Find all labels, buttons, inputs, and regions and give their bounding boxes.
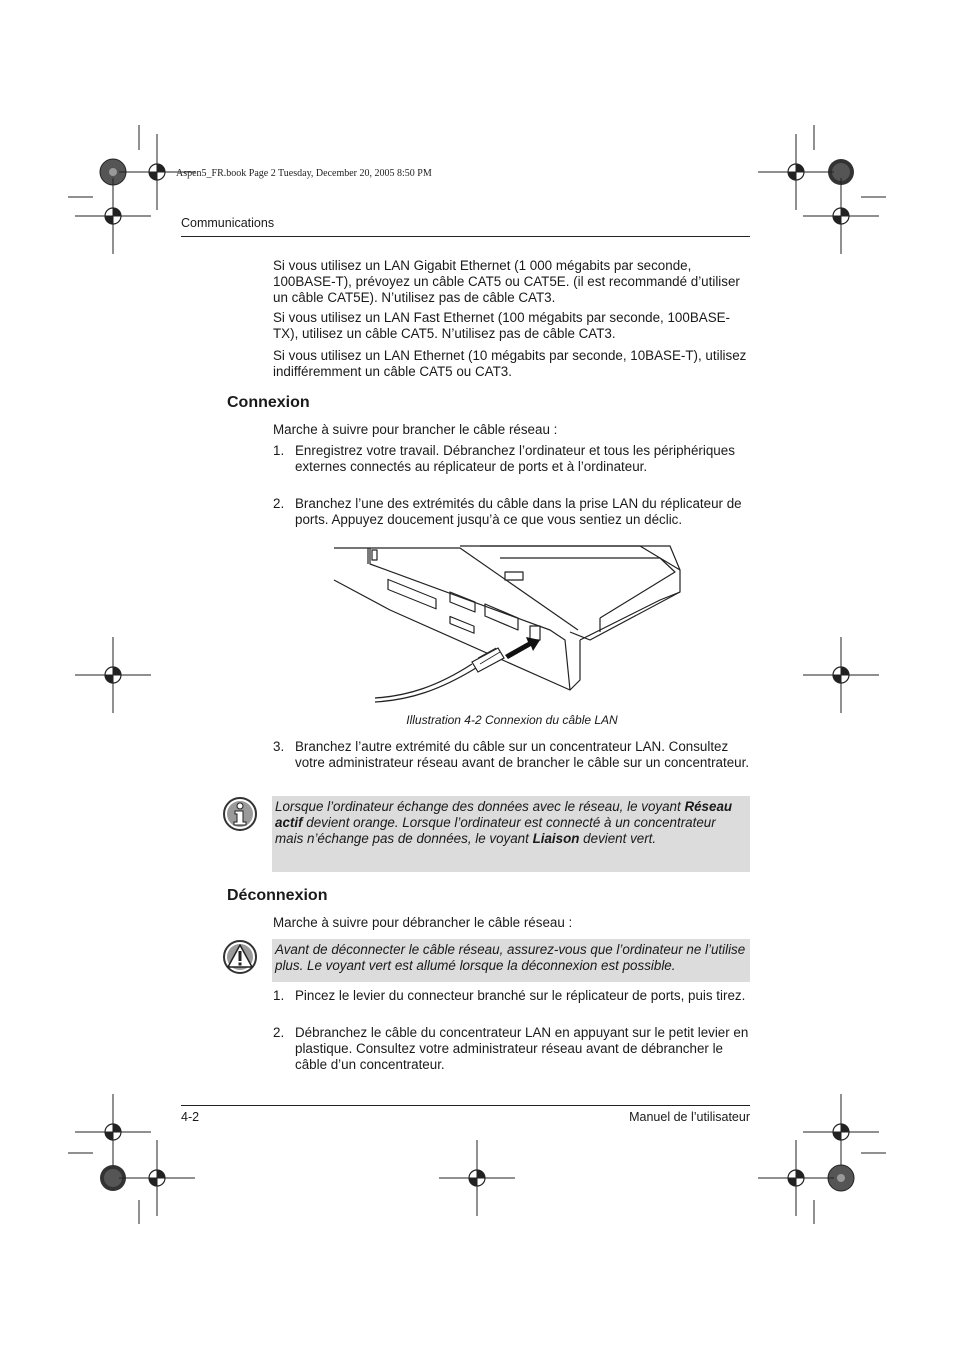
footer-rule — [181, 1105, 750, 1106]
list-item — [273, 988, 753, 1004]
note-text: devient orange. Lorsque l’ordinateur est connecté à un concentrateur mais n’échange pas de données, le voyant — [275, 815, 716, 846]
list-text: Pincez le levier du connecteur branché sur le réplicateur de ports, puis tirez. — [295, 988, 746, 1003]
note-emphasis-reseau-actif: Réseau actif — [275, 799, 733, 830]
list-number: 2. — [273, 496, 285, 511]
heading-connexion: Connexion — [227, 394, 310, 411]
note-emphasis-liaison: Liaison — [532, 831, 580, 846]
list-item — [273, 739, 753, 771]
list-number: 1. — [273, 988, 285, 1003]
list-text: Branchez l’une des extrémités du câble dans la prise LAN du réplicateur de ports. Appuyez doucement jusqu’à ce que vous sentiez un déclic. — [295, 496, 742, 527]
deconnexion-intro: Marche à suivre pour débrancher le câble réseau : — [273, 915, 573, 930]
paragraph-fast-ethernet: Si vous utilisez un LAN Fast Ethernet (100 mégabits par seconde, 100BASE-TX), utilisez un câble CAT5. N’utilisez pas de câble CAT3. — [273, 310, 731, 341]
heading-deconnexion: Déconnexion — [227, 887, 328, 904]
list-number: 2. — [273, 1025, 285, 1040]
list-text: Enregistrez votre travail. Débranchez l’ordinateur et tous les périphériques externes connectés au réplicateur de ports et à l’ordinateur. — [295, 443, 735, 474]
list-item — [273, 443, 753, 475]
footer-title: Manuel de l’utilisateur — [629, 1110, 750, 1124]
list-item — [273, 496, 753, 528]
list-number: 3. — [273, 739, 285, 754]
list-number: 1. — [273, 443, 285, 458]
note-text: Lorsque l’ordinateur échange des données avec le réseau, le voyant — [275, 799, 685, 814]
page-number: 4-2 — [181, 1110, 200, 1124]
paragraph-ethernet: Si vous utilisez un LAN Ethernet (10 mégabits par seconde, 10BASE-T), utilisez indifféremment un câble CAT5 ou CAT3. — [273, 348, 747, 379]
info-icon — [222, 796, 258, 832]
header-rule — [181, 236, 750, 237]
list-text: Branchez l’autre extrémité du câble sur un concentrateur LAN. Consultez votre administrateur réseau avant de brancher le câble sur un concentrateur. — [295, 739, 750, 770]
warning-callout: Avant de déconnecter le câble réseau, assurez-vous que l’ordinateur ne l’utilise plus. Le voyant vert est allumé lorsque la déconnexion est possible. — [272, 939, 750, 982]
figure-caption: Illustration 4-2 Connexion du câble LAN — [406, 713, 618, 727]
note-callout — [272, 796, 750, 872]
running-header: Communications — [181, 216, 275, 230]
print-slug: Aspen5_FR.book Page 2 Tuesday, December 20, 2005 8:50 PM — [176, 168, 432, 179]
warning-icon — [222, 939, 258, 975]
list-item — [273, 1025, 753, 1073]
lan-cable-illustration — [330, 540, 690, 710]
note-text: devient vert. — [579, 831, 657, 846]
list-text: Débranchez le câble du concentrateur LAN en appuyant sur le petit levier en plastique. Consultez votre administrateur réseau avant de débrancher le câble d’un concentrateur. — [295, 1025, 749, 1072]
paragraph-gigabit: Si vous utilisez un LAN Gigabit Ethernet (1 000 mégabits par seconde, 100BASE-T), prévoyez un câble CAT5 ou CAT5E. (il est recommandé d’utiliser un câble CAT5E). N’utilisez pas de câble CAT3. — [273, 258, 740, 305]
connexion-intro: Marche à suivre pour brancher le câble réseau : — [273, 422, 558, 437]
